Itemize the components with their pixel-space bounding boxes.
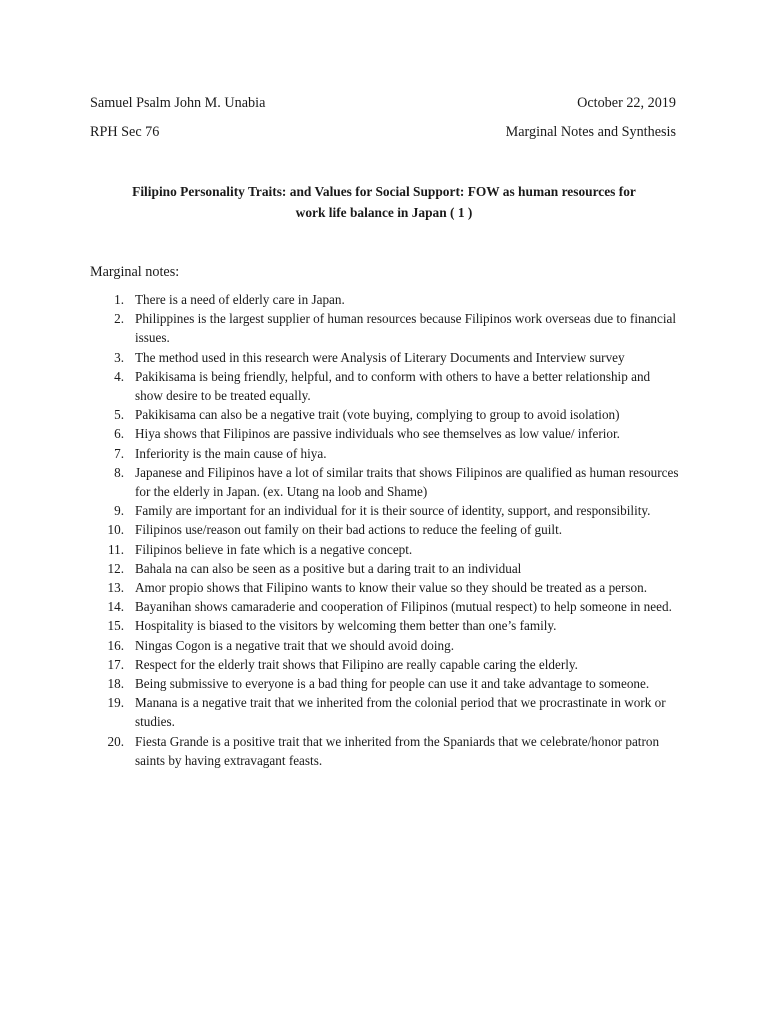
list-item-number: 7. (114, 445, 124, 461)
section-label: Marginal notes: (90, 264, 180, 280)
document-date: October 22, 2019 (577, 95, 676, 111)
list-item (0, 290, 681, 309)
list-item-number: 3. (114, 349, 124, 365)
list-item-text: Bayanihan shows camaraderie and cooperation of Filipinos (mutual respect) to help someone in need. (135, 599, 672, 615)
list-item-number: 17. (107, 656, 124, 672)
list-item-number: 14. (107, 599, 124, 615)
list-item-text: Inferiority is the main cause of hiya. (135, 445, 327, 461)
list-item (0, 732, 681, 770)
title-line-1: Filipino Personality Traits: and Values for Social Support: FOW as human resources for (132, 184, 636, 199)
list-item-number: 19. (107, 695, 124, 711)
list-item-text: The method used in this research were Analysis of Literary Documents and Interview survey (135, 349, 625, 365)
list-item (0, 444, 681, 463)
list-item (0, 501, 681, 520)
list-item (0, 520, 681, 539)
list-item-number: 4. (114, 368, 124, 384)
list-item-number: 1. (114, 292, 124, 307)
list-item (0, 309, 681, 347)
list-item-number: 6. (114, 426, 124, 442)
list-item-text: Ningas Cogon is a negative trait that we should avoid doing. (135, 637, 455, 653)
list-item-text: Respect for the elderly trait shows that Filipino are really capable caring the elderly. (135, 656, 578, 672)
list-item-text: Filipinos use/reason out family on their bad actions to reduce the feeling of guilt. (135, 522, 563, 538)
list-item-number: 5. (114, 407, 124, 423)
list-item-text: Japanese and Filipinos have a lot of similar traits that shows Filipinos are qualified as human resources for the elderly in Japan. (ex. Utang na loob and Shame) (135, 464, 679, 500)
list-item-text: Philippines is the largest supplier of human resources because Filipinos work overseas due to financial issues. (135, 311, 677, 346)
list-item-number: 18. (107, 676, 124, 692)
list-item (0, 540, 681, 559)
author-name: Samuel Psalm John M. Unabia (90, 95, 266, 111)
list-item (0, 655, 681, 674)
list-item (0, 674, 681, 693)
list-item (0, 405, 681, 424)
list-item (0, 636, 681, 655)
list-item (0, 424, 681, 443)
list-item (0, 693, 681, 731)
class-section: RPH Sec 76 (90, 124, 160, 140)
list-item-number: 9. (114, 503, 124, 519)
list-item-number: 20. (107, 733, 124, 749)
list-item-text: Amor propio shows that Filipino wants to know their value so they should be treated as a person. (135, 580, 648, 596)
list-item-text: Hiya shows that Filipinos are passive individuals who see themselves as low value/ inferior. (135, 426, 620, 442)
list-item-text: Fiesta Grande is a positive trait that we inherited from the Spaniards that we celebrate/honor patron saints by having extravagant feasts. (135, 733, 660, 768)
list-item (0, 463, 681, 501)
list-item-number: 2. (114, 311, 124, 327)
list-item-number: 10. (107, 522, 124, 538)
list-item (0, 578, 681, 597)
document-title (84, 182, 684, 223)
list-item-number: 11. (108, 541, 124, 557)
list-item (0, 597, 681, 616)
list-item (0, 367, 681, 405)
list-item (0, 616, 681, 635)
list-item-text: Filipinos believe in fate which is a negative concept. (135, 541, 413, 557)
list-item (0, 348, 681, 367)
list-item-text: Being submissive to everyone is a bad thing for people can use it and take advantage to someone. (135, 676, 650, 692)
list-item-text: Hospitality is biased to the visitors by welcoming them better than one’s family. (135, 618, 557, 634)
list-item-number: 15. (107, 618, 124, 634)
title-line-2: work life balance in Japan ( 1 ) (295, 204, 473, 220)
list-item-text: There is a need of elderly care in Japan. (135, 292, 345, 307)
marginal-notes-list (0, 290, 768, 770)
list-item (0, 559, 681, 578)
list-item-number: 12. (107, 560, 124, 576)
list-item-text: Pakikisama can also be a negative trait (vote buying, complying to group to avoid isolation) (135, 407, 620, 423)
list-item-text: Family are important for an individual for it is their source of identity, support, and responsibility. (135, 503, 651, 519)
header-row-top (90, 94, 676, 112)
document-type: Marginal Notes and Synthesis (505, 124, 676, 140)
list-item-text: Pakikisama is being friendly, helpful, and to conform with others to have a better relationship and show desire to be treated equally. (135, 368, 651, 404)
list-item-text: Manana is a negative trait that we inherited from the colonial period that we procrastinate in work or studies. (135, 695, 666, 730)
list-item-number: 16. (107, 637, 124, 653)
list-item-number: 8. (114, 464, 124, 480)
list-item-text: Bahala na can also be seen as a positive but a daring trait to an individual (135, 560, 522, 576)
header-row-bottom (90, 123, 676, 141)
list-item-number: 13. (107, 580, 124, 596)
